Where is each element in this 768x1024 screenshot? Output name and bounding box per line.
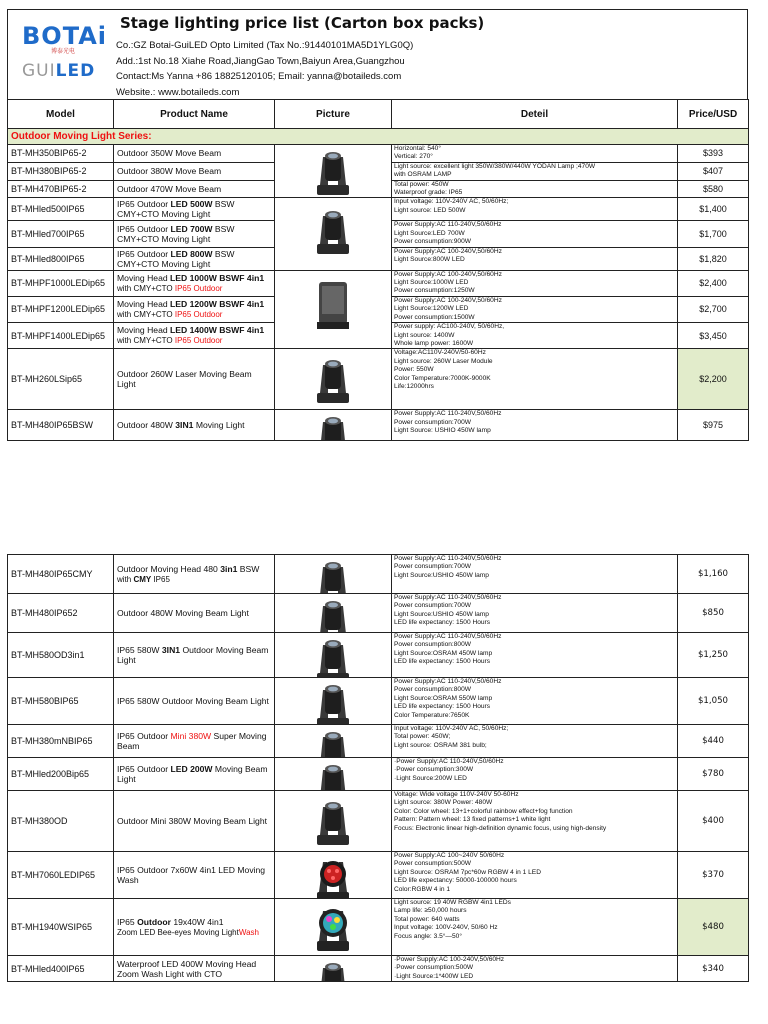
product-name-text <box>117 299 271 320</box>
name-part: IP65 Outdoor <box>117 731 171 741</box>
price-cell: $580 <box>678 180 749 198</box>
price-cell: $1,160 <box>678 555 749 594</box>
name-part: IP65 <box>117 916 138 927</box>
detail-cell: Power Supply:AC 100-240V,50/60Hz Light Source:800W LED <box>392 247 678 270</box>
model-cell: BT-MH580BIP65 <box>8 678 114 725</box>
table-row <box>8 678 749 725</box>
col-detail: Deteil <box>392 100 678 129</box>
page-title: Stage lighting price list (Carton box packs) <box>120 14 485 32</box>
product-image <box>311 353 355 410</box>
price-cell: $370 <box>678 852 749 899</box>
product-picture-cell <box>275 633 392 678</box>
detail-cell: Input voltage: 110V-240V AC, 50/60Hz; Total power: 450W; Light source: OSRAM 381 bulb; <box>392 725 678 758</box>
name-line2: with CMY+CTO <box>117 283 175 293</box>
model-cell: BT-MH480IP652 <box>8 594 114 633</box>
product-image <box>311 678 355 725</box>
product-name-text: Outdoor 480W Moving Beam Light <box>117 608 249 618</box>
product-image <box>311 278 355 335</box>
product-name-cell <box>114 678 275 725</box>
company-info <box>116 38 413 100</box>
detail-cell: Voltage: Wide voltage 110V-240V 50-60Hz Light source: 380W Power: 480W Color: Color wheel: 13+1+colorful rainbow effect+fog function Pattern: Pattern wheel: 13 fixed patterns+1 white light Focus: Electronic linear high-definition dynamic focus, using high-density <box>392 791 678 852</box>
product-image <box>311 204 355 261</box>
product-name-text: Outdoor 380W Move Beam <box>117 166 222 177</box>
table-row <box>8 594 749 633</box>
name-red: IP65 Outdoor <box>174 336 223 346</box>
name-part: IP65 Outdoor <box>117 764 171 774</box>
product-image <box>311 555 355 594</box>
logo-botai: BOTAi <box>22 22 108 50</box>
product-name-text: IP65 Outdoor 7x60W 4in1 LED Moving Wash <box>117 865 266 885</box>
product-name-cell <box>114 145 275 163</box>
column-header-row <box>8 100 749 129</box>
company-website-line: Website.: www.botaileds.com <box>116 86 240 98</box>
product-name-text <box>117 199 271 219</box>
product-picture-cell <box>275 899 392 956</box>
product-name-cell <box>114 221 275 247</box>
name-bold: LED 500W <box>170 199 213 210</box>
price-cell: $975 <box>678 410 749 441</box>
price-cell: $3,450 <box>678 323 749 349</box>
col-product-name: Product Name <box>114 100 275 129</box>
product-picture-cell <box>275 198 392 270</box>
price-cell: $780 <box>678 758 749 791</box>
company-address-line: Add.:1st No.18 Xiahe Road,JiangGao Town,Baiyun Area,Guangzhou <box>116 55 405 67</box>
product-name-text <box>117 224 271 244</box>
detail-cell: Power Supply:AC 100-240V,50/60Hz Light Source:1200W LED Power consumption:1500W <box>392 296 678 322</box>
model-cell: BT-MH470BIP65-2 <box>8 180 114 198</box>
product-name-cell <box>114 852 275 899</box>
table-row <box>8 899 749 956</box>
name-part: Moving Head <box>117 298 171 309</box>
col-picture: Picture <box>275 100 392 129</box>
detail-cell: Power Supply:AC 110-240V,50/60Hz Power consumption:700W Light Source:USHIO 450W lamp LED life expectancy: 1500 Hours <box>392 594 678 633</box>
detail-cell: Horizontal: 540° Vertical: 270° <box>392 145 678 163</box>
detail-cell: Power Supply:AC 100-240V,50/60Hz Light Source:1000W LED Power consumption:1250W <box>392 270 678 296</box>
model-cell: BT-MHPF1400LEDip65 <box>8 323 114 349</box>
name-red: IP65 Outdoor <box>174 283 223 293</box>
table-row <box>8 555 749 594</box>
name-bold: CMY <box>133 574 152 584</box>
model-cell: BT-MHled800IP65 <box>8 247 114 270</box>
model-cell: BT-MH1940WSIP65 <box>8 899 114 956</box>
price-table-2 <box>7 554 748 982</box>
price-cell: $2,700 <box>678 296 749 322</box>
product-picture-cell <box>275 725 392 758</box>
detail-cell: Total power: 450W Waterproof grade: IP65 <box>392 180 678 198</box>
name-part: BSW CMY+CTO Moving Light <box>117 224 235 245</box>
name-part: BSW CMY+CTO Moving Light <box>117 199 235 220</box>
col-price: Price/USD <box>678 100 749 129</box>
model-cell: BT-MH380BIP65-2 <box>8 162 114 180</box>
product-picture-cell <box>275 555 392 594</box>
product-name-text: Outdoor 470W Move Beam <box>117 184 222 195</box>
product-picture-cell <box>275 349 392 410</box>
product-name-text <box>117 420 271 430</box>
model-cell: BT-MH260LSip65 <box>8 349 114 410</box>
section-row <box>8 129 749 145</box>
product-name-text <box>117 645 271 665</box>
product-picture-cell <box>275 791 392 852</box>
name-bold: LED 1200W BSWF 4in1 <box>170 298 265 309</box>
detail-cell: Power Supply:AC 110-240V,50/60Hz Power consumption:700W Light Source: USHIO 450W lamp <box>392 410 678 441</box>
table-row <box>8 198 749 221</box>
model-cell: BT-MHled400IP65 <box>8 956 114 982</box>
detail-cell: ·Power Supply:AC 110-240V,50/60Hz ·Power consumption:300W ·Light Source:200W LED <box>392 758 678 791</box>
product-picture-cell <box>275 678 392 725</box>
name-part: Super Moving Beam <box>117 731 267 751</box>
detail-cell: Power Supply:AC 110-240V,50/60Hz Power consumption:700W Light Source:USHIO 450W lamp <box>392 555 678 594</box>
price-cell: $480 <box>678 899 749 956</box>
price-cell: $1,700 <box>678 221 749 247</box>
name-part: IP65 Outdoor <box>117 248 171 259</box>
table-row <box>8 349 749 410</box>
price-cell: $340 <box>678 956 749 982</box>
model-cell: BT-MH480IP65CMY <box>8 555 114 594</box>
model-cell: BT-MHled200Bip65 <box>8 758 114 791</box>
price-cell: $1,400 <box>678 198 749 221</box>
name-line2: with CMY+CTO <box>117 309 175 319</box>
table-row <box>8 758 749 791</box>
product-picture-cell <box>275 145 392 198</box>
model-cell: BT-MH350BIP65-2 <box>8 145 114 163</box>
model-cell: BT-MH480IP65BSW <box>8 410 114 441</box>
col-model: Model <box>8 100 114 129</box>
detail-cell: Voltage:AC110V-240V/50-60Hz Light source: 260W Laser Module Power: 550W Color Temperature:7000K-9000K Life:12000hrs <box>392 349 678 410</box>
name-bold: Outdoor <box>137 916 171 927</box>
product-name-text: Outdoor 260W Laser Moving Beam Light <box>117 369 252 390</box>
product-image <box>311 633 355 678</box>
product-name-text: IP65 580W Outdoor Moving Beam Light <box>117 696 269 706</box>
product-image <box>311 410 355 441</box>
price-cell: $393 <box>678 145 749 163</box>
name-part: Outdoor Moving Beam Light <box>117 645 269 665</box>
price-cell: $1,250 <box>678 633 749 678</box>
product-picture-cell <box>275 956 392 982</box>
product-name-text <box>117 325 271 346</box>
product-image <box>311 956 355 982</box>
product-picture-cell <box>275 410 392 441</box>
product-name-cell <box>114 296 275 322</box>
name-part: IP65 Outdoor <box>117 199 171 210</box>
product-name-cell <box>114 410 275 441</box>
product-name-text <box>117 917 271 938</box>
table-row <box>8 410 749 441</box>
price-cell: $440 <box>678 725 749 758</box>
name-bold: LED 1000W BSWF 4in1 <box>170 272 265 283</box>
price-cell: $1,820 <box>678 247 749 270</box>
product-name-text <box>117 249 271 269</box>
model-cell: BT-MH580OD3in1 <box>8 633 114 678</box>
product-name-text: Outdoor Mini 380W Moving Beam Light <box>117 816 267 826</box>
detail-cell: ·Power Supply:AC 100-240V,50/60Hz ·Power consumption:500W ·Light Source:1*400W LED <box>392 956 678 982</box>
product-name-cell <box>114 180 275 198</box>
model-cell: BT-MH7060LEDIP65 <box>8 852 114 899</box>
product-image <box>311 725 355 758</box>
product-image <box>311 594 355 633</box>
product-name-cell <box>114 594 275 633</box>
name-bold: LED 1400W BSWF 4in1 <box>170 325 265 336</box>
name-bold: 3IN1 <box>161 645 181 655</box>
price-cell: $1,050 <box>678 678 749 725</box>
product-name-text <box>117 564 271 585</box>
company-logo <box>22 22 108 84</box>
product-name-cell <box>114 758 275 791</box>
product-name-cell <box>114 956 275 982</box>
name-red: Mini 380W <box>170 731 212 741</box>
name-red: IP65 Outdoor <box>174 309 223 319</box>
name-bold: LED 700W <box>170 224 213 235</box>
name-red: Wash <box>238 927 259 937</box>
product-name-cell <box>114 198 275 221</box>
product-name-text: Outdoor 350W Move Beam <box>117 148 222 159</box>
product-image <box>311 795 355 852</box>
product-picture-cell <box>275 594 392 633</box>
product-name-cell <box>114 791 275 852</box>
name-part: BSW CMY+CTO Moving Light <box>117 248 235 269</box>
name-bold: 3IN1 <box>175 420 194 431</box>
detail-cell: Power Supply:AC 110-240V,50/60Hz Power consumption:800W Light Source:OSRAM 450W lamp LED life expectancy: 1500 Hours <box>392 633 678 678</box>
name-part: IP65 Outdoor <box>117 224 171 235</box>
price-cell: $850 <box>678 594 749 633</box>
product-name-cell <box>114 270 275 296</box>
product-picture-cell <box>275 758 392 791</box>
product-name-cell <box>114 555 275 594</box>
detail-cell: Power Supply:AC 110-240V,50/60Hz Power consumption:800W Light Source:OSRAM 550W lamp LED life expectancy: 1500 Hours Color Temperature:7650K <box>392 678 678 725</box>
name-bold: 3in1 <box>220 563 238 574</box>
table-row <box>8 633 749 678</box>
name-part: Outdoor Moving Head 480 <box>117 563 221 574</box>
model-cell: BT-MH380OD <box>8 791 114 852</box>
product-image <box>311 758 355 791</box>
logo-guiled: GUILED <box>22 61 96 81</box>
product-name-cell <box>114 247 275 270</box>
price-cell: $2,400 <box>678 270 749 296</box>
name-part: Moving Head <box>117 325 171 336</box>
name-part: IP65 <box>151 574 170 584</box>
section-title: Outdoor Moving Light Series: <box>8 129 749 145</box>
product-name-cell <box>114 725 275 758</box>
product-name-cell <box>114 633 275 678</box>
product-name-cell <box>114 323 275 349</box>
product-image <box>311 901 355 956</box>
detail-cell: Power Supply:AC 100~240V 50/60Hz Power consumption:500W Light Source: OSRAM 7pc*60w RGBW 4 in 1 LED LED life expectancy: 50000-100000 hours Color:RGBW 4 in 1 <box>392 852 678 899</box>
name-bold: LED 200W <box>170 764 213 774</box>
price-cell: $400 <box>678 791 749 852</box>
detail-cell: Input voltage: 110V-240V AC, 50/60Hz; Light source: LED 500W <box>392 198 678 221</box>
product-picture-cell <box>275 852 392 899</box>
model-cell: BT-MHPF1200LEDip65 <box>8 296 114 322</box>
name-part: BSW <box>237 563 260 574</box>
table-row <box>8 725 749 758</box>
name-bold: LED 800W <box>170 248 213 259</box>
name-line2: with <box>117 574 134 584</box>
product-name-cell <box>114 349 275 410</box>
detail-cell: Power supply: AC100-240V, 50/60Hz, Light source: 1400W Whole lamp power: 1600W <box>392 323 678 349</box>
product-name-cell <box>114 899 275 956</box>
table-row <box>8 270 749 296</box>
price-cell: $407 <box>678 162 749 180</box>
detail-cell: Light source: 19 40W RGBW 4in1 LEDs Lamp life: ≥50,000 hours Total power: 640 watts Input voltage: 100V-240V, 50/60 Hz Focus angle: 3.5°—50° <box>392 899 678 956</box>
table-row <box>8 956 749 982</box>
price-cell: $2,200 <box>678 349 749 410</box>
product-name-cell <box>114 162 275 180</box>
table-row <box>8 145 749 163</box>
model-cell: BT-MHled500IP65 <box>8 198 114 221</box>
product-picture-cell <box>275 270 392 349</box>
model-cell: BT-MHled700IP65 <box>8 221 114 247</box>
model-cell: BT-MHPF1000LEDip65 <box>8 270 114 296</box>
product-name-text: Waterproof LED 400W Moving Head Zoom Wash Light with CTO <box>117 958 257 979</box>
detail-cell: Light source: excellent light 350W/380W/440W YODAN Lamp ;470W with OSRAM LAMP <box>392 162 678 180</box>
name-part: Moving Light <box>193 420 245 431</box>
model-cell: BT-MH380mNBIP65 <box>8 725 114 758</box>
company-contact-line: Contact:Ms Yanna +86 18825120105; Email: yanna@botaileds.com <box>116 71 402 82</box>
detail-cell: Power Supply:AC 110-240V,50/60Hz Light Source:LED 700W Power consumption:900W <box>392 221 678 247</box>
table-row <box>8 852 749 899</box>
name-part: Outdoor 480W <box>117 420 176 431</box>
name-part: 19x40W 4in1 <box>170 916 224 927</box>
company-name-line: Co.:GZ Botai-GuiLED Opto Limited (Tax No.:91440101MA5D1YLG0Q) <box>116 40 414 51</box>
price-table-1 <box>7 99 748 441</box>
name-part: Moving Head <box>117 272 171 283</box>
name-part: IP65 580W <box>117 645 162 655</box>
name-part: Moving Beam Light <box>117 764 268 784</box>
logo-subtitle: 博泰光电 <box>50 49 75 55</box>
product-image <box>311 145 355 198</box>
product-image <box>311 852 355 899</box>
table-row <box>8 791 749 852</box>
document-header <box>7 9 748 99</box>
product-name-text <box>117 731 271 751</box>
name-line2: Zoom LED Bee-eyes Moving Light <box>117 927 239 937</box>
product-name-text <box>117 764 271 784</box>
product-name-text <box>117 273 271 294</box>
name-line2: with CMY+CTO <box>117 336 175 346</box>
